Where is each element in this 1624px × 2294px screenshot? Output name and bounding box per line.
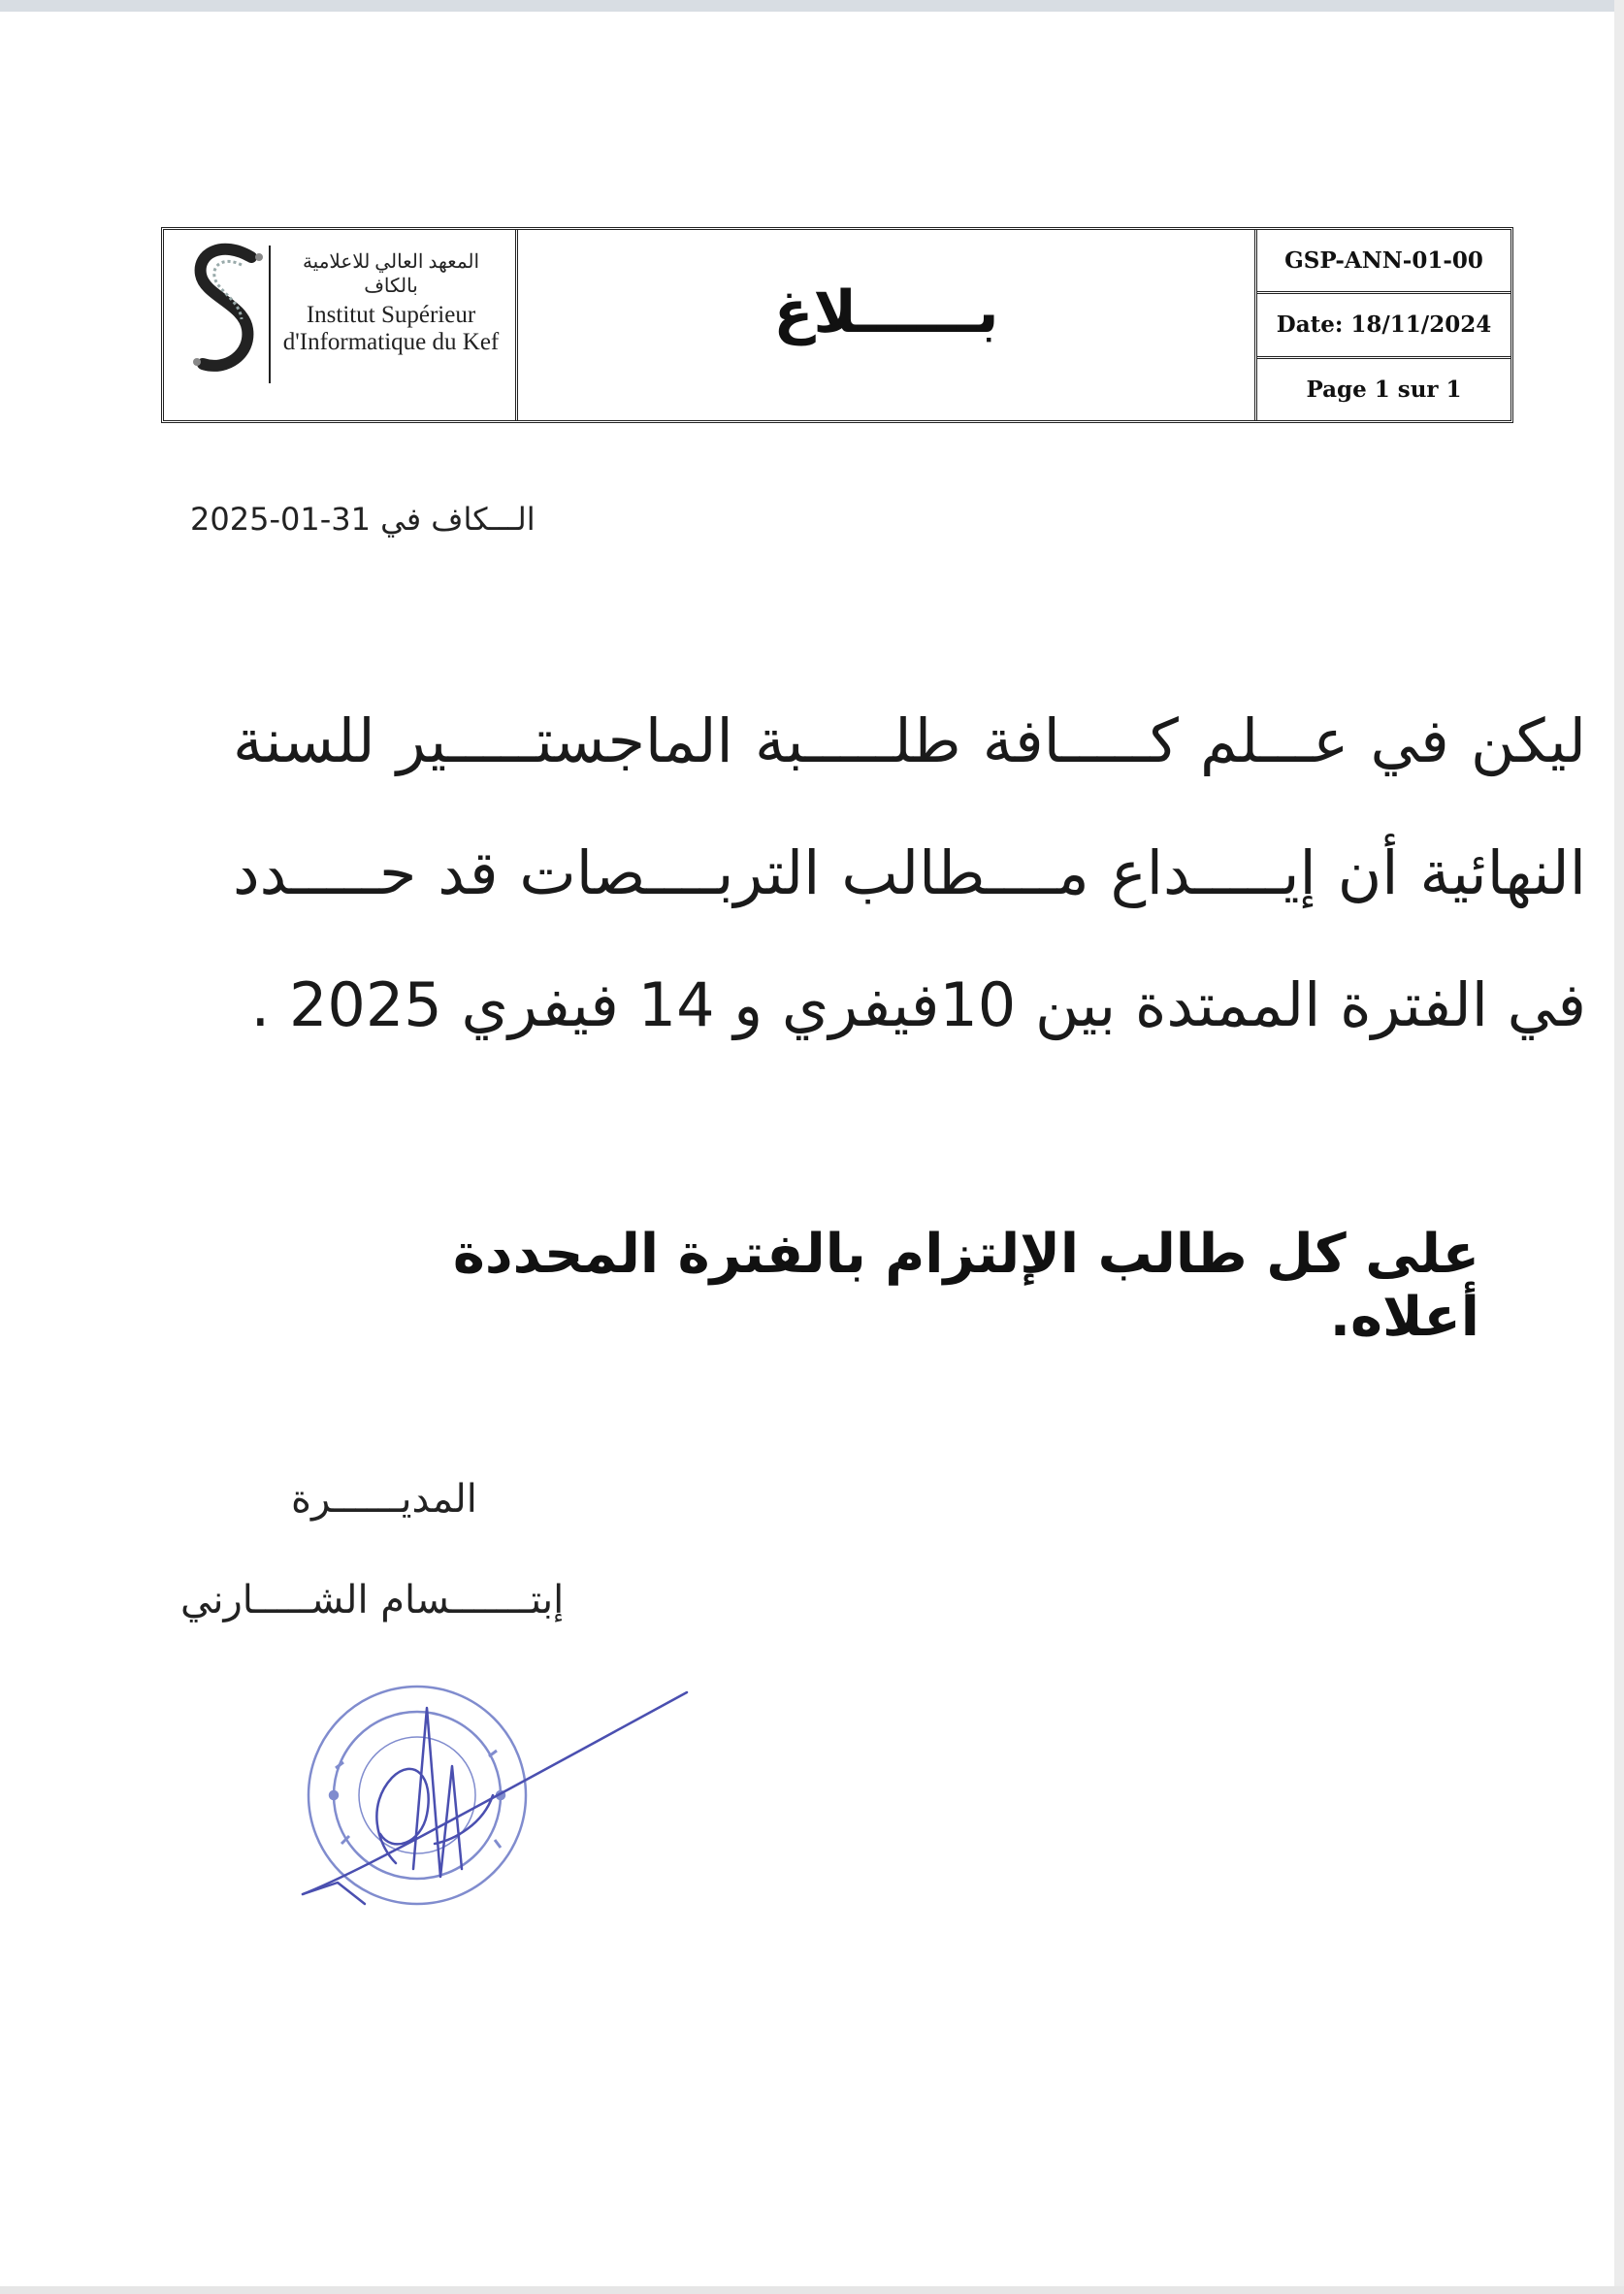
title-cell: [518, 230, 1257, 420]
meta-cell: [1257, 230, 1510, 420]
institute-logo-icon: [183, 236, 273, 391]
scan-edge-bottom: [0, 2286, 1624, 2294]
announcement-body: ليكن في عـــلم كـــــافة طلـــــبة الماجستـــــير للسنة النهائية أن إيـــــداع مــــطالب التربــــصات قد حـــــدد في الفترة الممتدة بين 10فيفري و 14 فيفري 2025 .: [233, 705, 1586, 1040]
scan-edge-right: [1614, 0, 1624, 2294]
document-title: بــــــلاغ: [773, 279, 999, 346]
signatory-role: المديــــــرة: [291, 1477, 477, 1522]
document-header-table: [161, 227, 1513, 423]
place-and-date: الـــكاف في 31-01-2025: [190, 501, 536, 538]
institute-name-ar: المعهد العالي للاعلامية بالكاف: [302, 251, 480, 297]
notice-statement: على كل طالب الإلتزام بالفترة المحددة أعلاه.: [452, 1223, 1479, 1349]
signatory-name: إبتـــــــسام الشـــــارني: [180, 1578, 565, 1622]
document-date: Date: 18/11/2024: [1257, 294, 1510, 358]
official-stamp-and-signature: [299, 1650, 706, 1931]
document-code: GSP-ANN-01-00: [1257, 230, 1510, 294]
institute-name-fr-2: d'Informatique du Kef: [282, 329, 500, 355]
logo-divider: [269, 246, 271, 383]
institute-name: [276, 249, 505, 356]
scan-edge-top: [0, 0, 1624, 12]
institute-name-fr-1: Institut Supérieur: [306, 302, 476, 328]
page-number: Page 1 sur 1: [1306, 376, 1462, 403]
institute-logo-cell: [164, 230, 518, 420]
